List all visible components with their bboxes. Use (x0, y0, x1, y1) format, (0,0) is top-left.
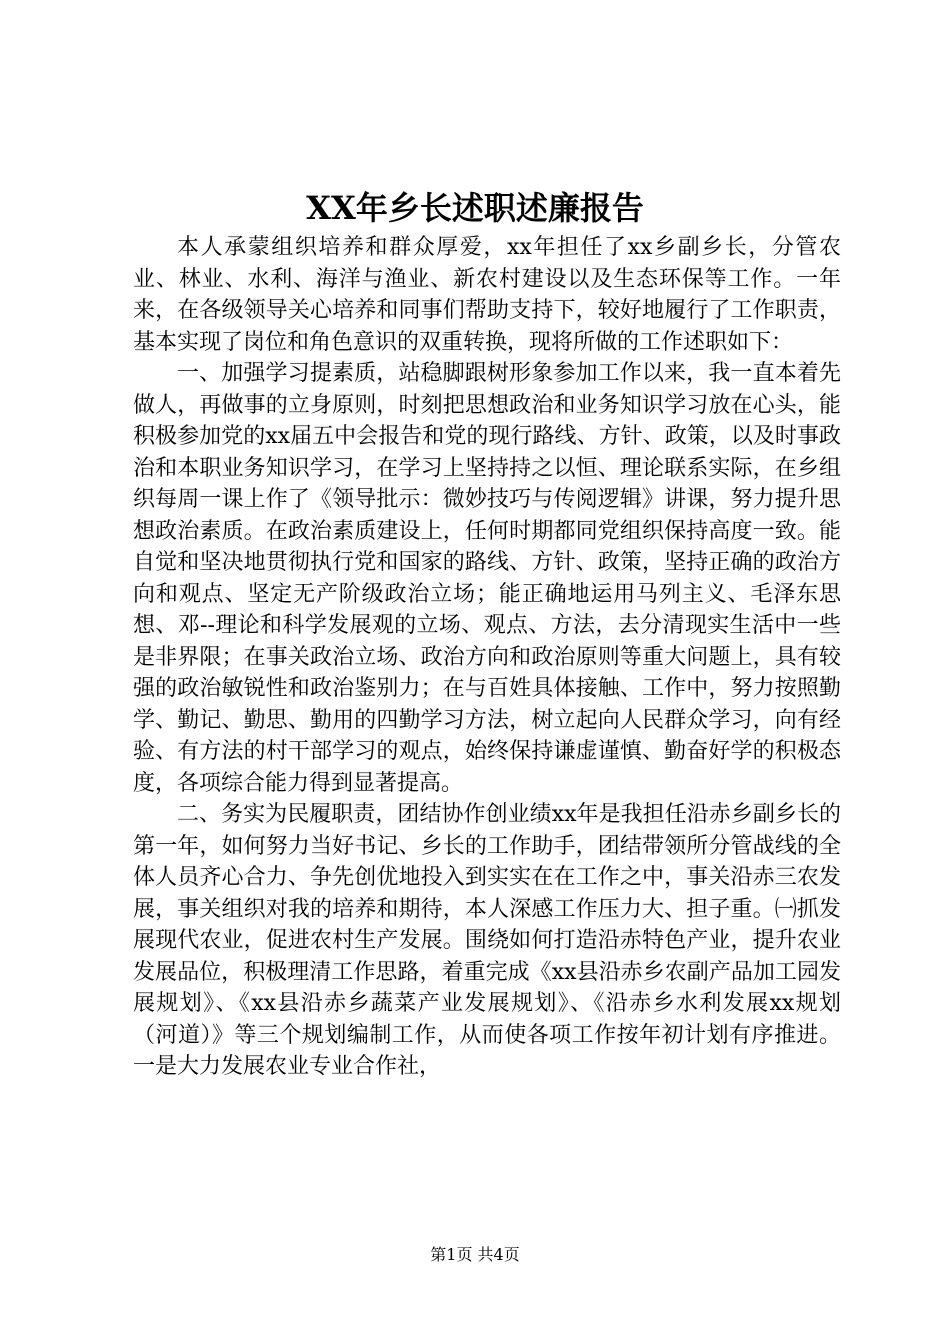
paragraph-intro: 本人承蒙组织培养和群众厚爱，xx年担任了xx乡副乡长，分管农业、林业、水利、海洋与渔业、新农村建设以及生态环保等工作。一年来，在各级领导关心培养和同事们帮助支持下，较好地履行了工作职责，基本实现了岗位和角色意识的双重转换，现将所做的工作述职如下： (133, 235, 841, 355)
page-footer: 第1页 共4页 (430, 1245, 520, 1264)
document-body (133, 232, 841, 1083)
paragraph-section-two: 二、务实为民履职责，团结协作创业绩xx年是我担任沿赤乡副乡长的第一年，如何努力当好书记、乡长的工作助手，团结带领所分管战线的全体人员齐心合力、争先创优地投入到实实在在工作之中，事关沿赤三农发展，事关组织对我的培养和期待，本人深感工作压力大、担子重。㈠抓发展现代农业，促进农村生产发展。围绕如何打造沿赤特色产业，提升农业发展品位，积极理清工作思路，着重完成《xx县沿赤乡农副产品加工园发展规划》、《xx县沿赤乡蔬菜产业发展规划》、《沿赤乡水利发展xx规划（河道）》等三个规划编制工作，从而使各项工作按年初计划有序推进。一是大力发展农业专业合作社， (133, 802, 841, 1079)
paragraph-section-one: 一、加强学习提素质，站稳脚跟树形象参加工作以来，我一直本着先做人，再做事的立身原则，时刻把思想政治和业务知识学习放在心头，能积极参加党的xx届五中会报告和党的现行路线、方针、政策，以及时事政治和本职业务知识学习，在学习上坚持持之以恒、理论联系实际，在乡组织每周一课上作了《领导批示：微妙技巧与传阅逻辑》讲课，努力提升思想政治素质。在政治素质建设上，任何时期都同党组织保持高度一致。能自觉和坚决地贯彻执行党和国家的路线、方针、政策，坚持正确的政治方向和观点、坚定无产阶级政治立场；能正确地运用马列主义、毛泽东思想、邓--理论和科学发展观的立场、观点、方法，去分清现实生活中一些是非界限；在事关政治立场、政治方向和政治原则等重大问题上，具有较强的政治敏锐性和政治鉴别力；在与百姓具体接触、工作中，努力按照勤学、勤记、勤思、勤用的四勤学习方法，树立起向人民群众学习，向有经验、有方法的村干部学习的观点，始终保持谦虚谨慎、勤奋好学的积极态度，各项综合能力得到显著提高。 (133, 361, 841, 796)
document-title: XX年乡长述职述廉报告 (306, 189, 644, 227)
